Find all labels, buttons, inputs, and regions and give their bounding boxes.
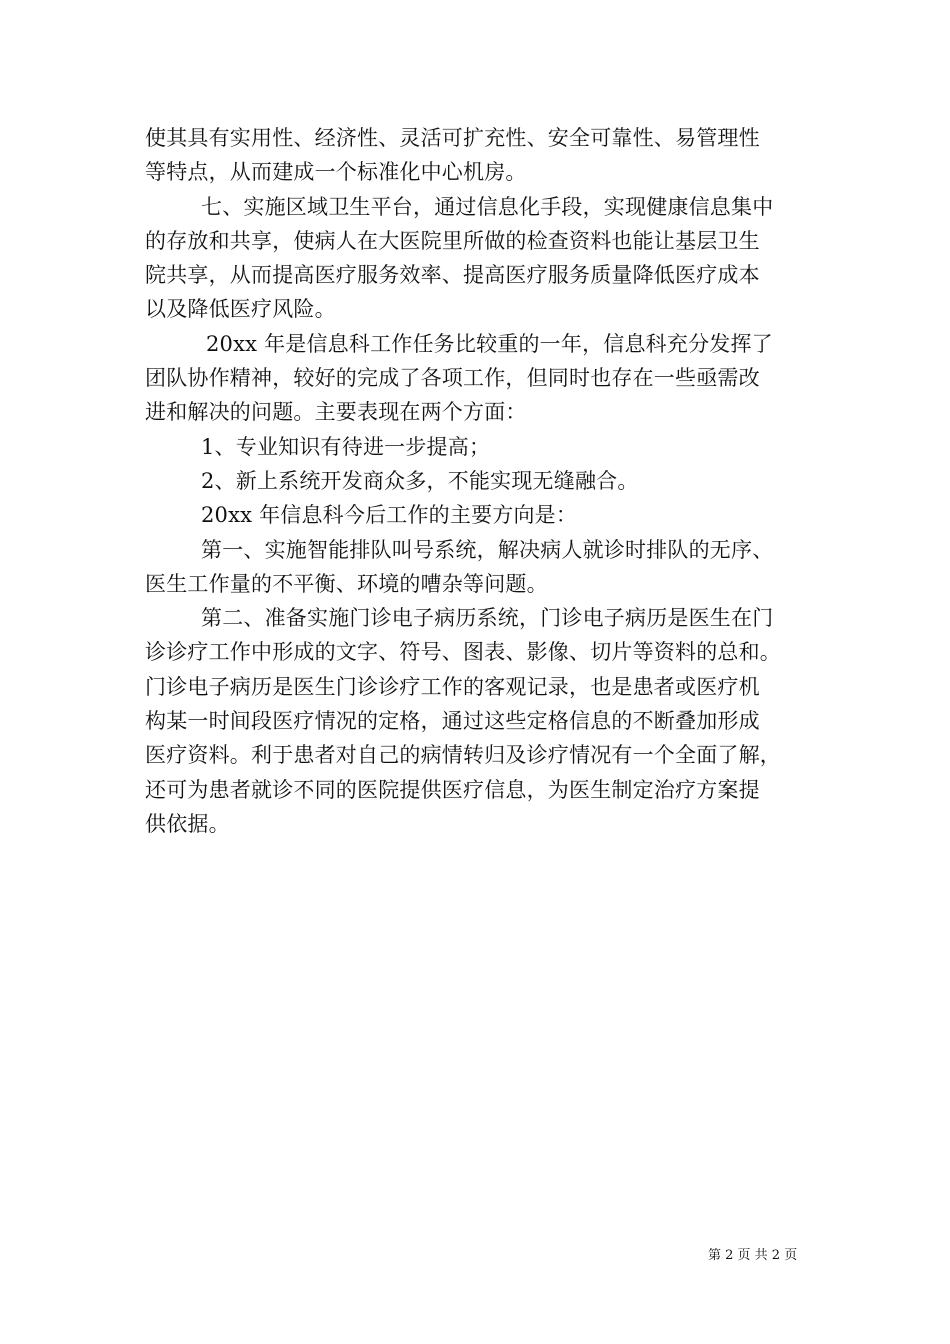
text-line: 团队协作精神，较好的完成了各项工作，但同时也存在一些亟需改: [145, 366, 760, 391]
text-line: 使其具有实用性、经济性、灵活可扩充性、安全可靠性、易管理性: [145, 126, 760, 150]
text-line: 以及降低医疗风险。: [145, 297, 336, 322]
text-line: 院共享，从而提高医疗服务效率、提高医疗服务质量降低医疗成本: [145, 263, 760, 288]
paragraph-start: 20xx 年信息科今后工作的主要方向是：: [201, 503, 578, 528]
paragraph-start: 七、实施区域卫生平台，通过信息化手段，实现健康信息集中: [201, 194, 774, 219]
text-line: 进和解决的问题。主要表现在两个方面：: [145, 400, 527, 425]
paragraph-start: 第一、实施智能排队叫号系统，解决病人就诊时排队的无序、: [201, 537, 774, 562]
text-line: 构某一时间段医疗情况的定格，通过这些定格信息的不断叠加形成: [145, 709, 760, 734]
text-line: 的存放和共享，使病人在大医院里所做的检查资料也能让基层卫生: [145, 228, 760, 253]
text-line: 门诊电子病历是医生门诊诊疗工作的客观记录，也是患者或医疗机: [145, 674, 760, 699]
list-item: 1、专业知识有待进一步提高；: [201, 434, 491, 459]
text-line: 诊诊疗工作中形成的文字、符号、图表、影像、切片等资料的总和。: [145, 640, 781, 665]
text-line: 供依据。: [145, 811, 230, 836]
text-line: 医生工作量的不平衡、环境的嘈杂等问题。: [145, 571, 548, 596]
list-item: 2、新上系统开发商众多，不能实现无缝融合。: [201, 468, 639, 493]
text-line: 还可为患者就诊不同的医院提供医疗信息，为医生制定治疗方案提: [145, 777, 760, 802]
paragraph-start: 第二、准备实施门诊电子病历系统，门诊电子病历是医生在门: [201, 606, 774, 631]
text-line: 医疗资料。利于患者对自己的病情转归及诊疗情况有一个全面了解，: [145, 743, 781, 768]
paragraph-start: 20xx 年是信息科工作任务比较重的一年，信息科充分发挥了: [206, 331, 773, 356]
page-number-footer: 第 2 页 共 2 页: [708, 1248, 798, 1263]
document-body: [145, 121, 815, 841]
text-line: 等特点，从而建成一个标准化中心机房。: [145, 160, 527, 185]
